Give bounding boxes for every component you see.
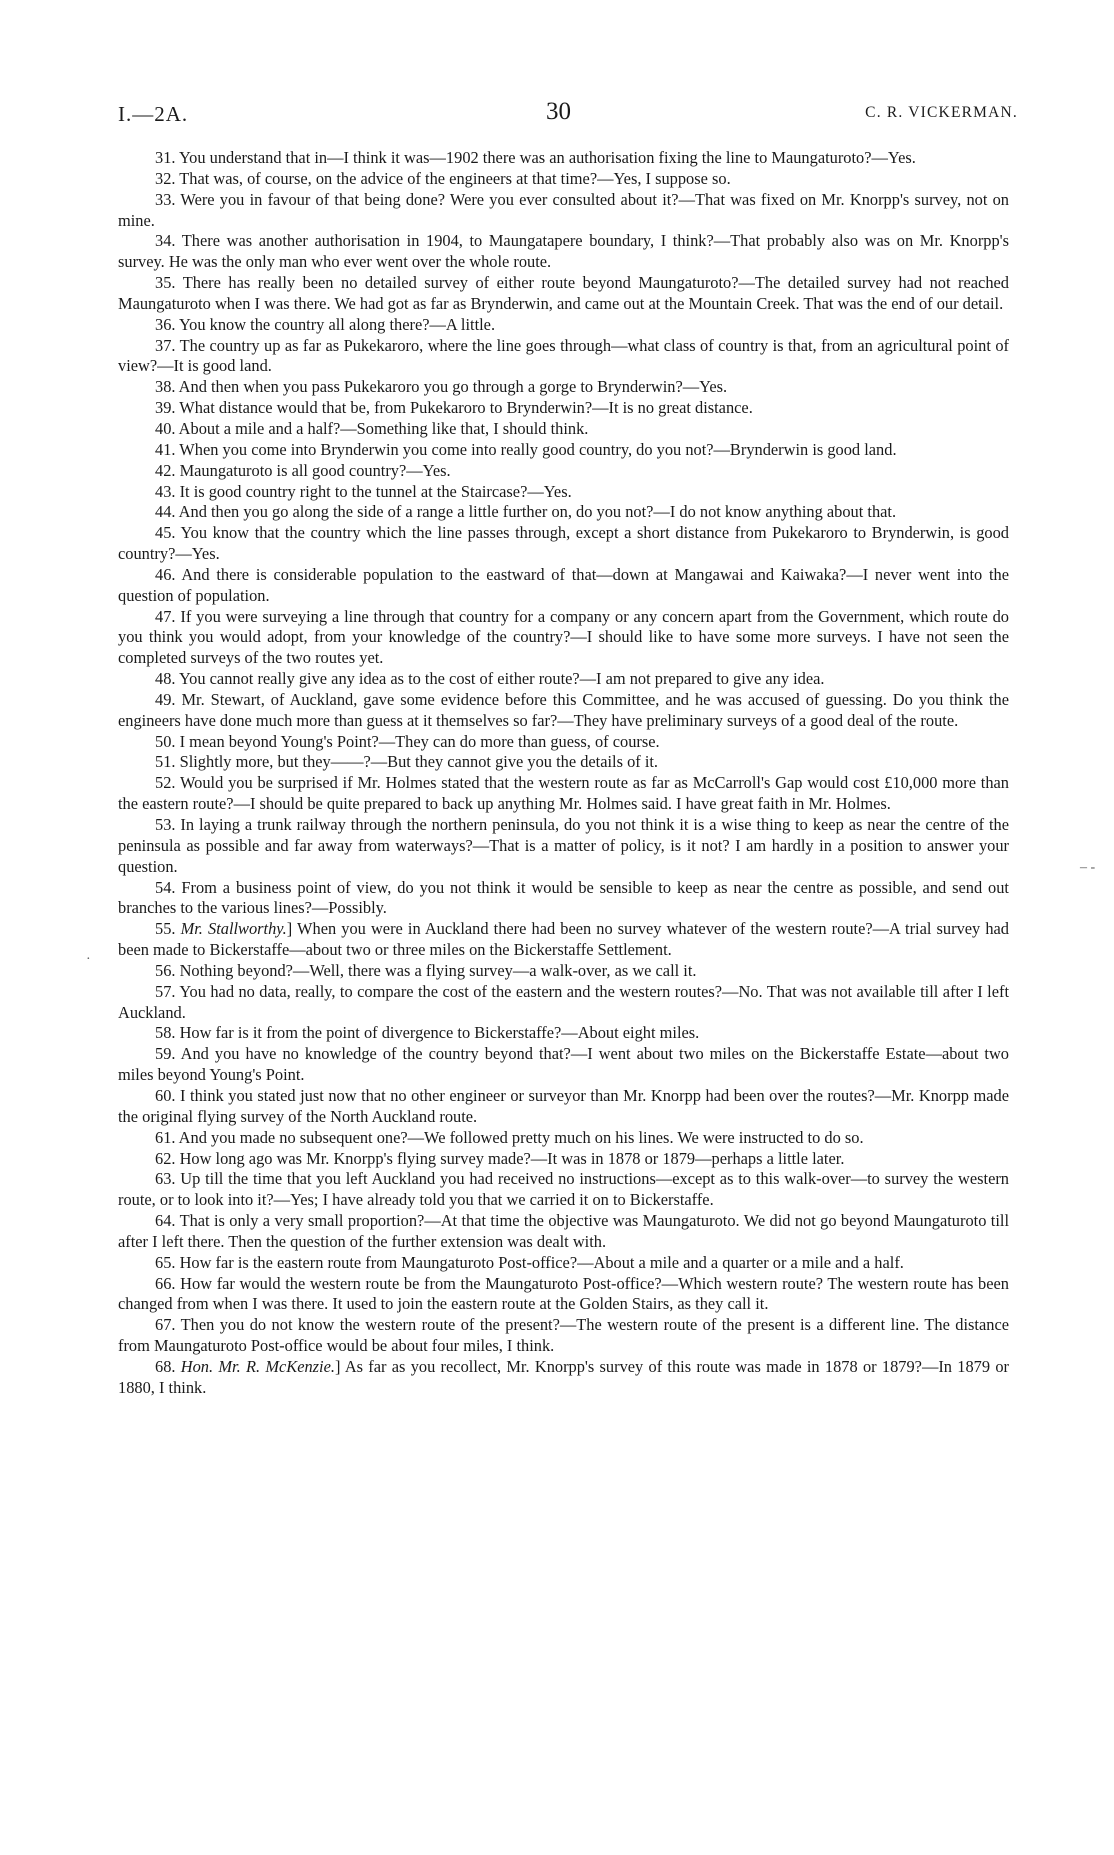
page-number: 30	[546, 98, 571, 125]
question-number: 68.	[155, 1356, 181, 1376]
question-60: 60. I think you stated just now that no other engineer or surveyor than Mr. Knorpp had been over the routes?—Mr. Knorpp made the original flying survey of the North Auckland route.	[118, 1085, 1009, 1126]
question-58: 58. How far is it from the point of divergence to Bickerstaffe?—About eight miles.	[155, 1023, 700, 1043]
question-55	[118, 919, 1009, 961]
question-52: 52. Would you be surprised if Mr. Holmes stated that the western route as far as McCarroll's Gap would cost £10,000 more than the eastern route?—I should be quite prepared to back up anything Mr. Holmes said. I have great faith in Mr. Holmes.	[118, 773, 1009, 814]
question-59: 59. And you have no knowledge of the country beyond that?—I went about two miles on the Bickerstaffe Estate—about two miles beyond Young's Point.	[118, 1044, 1009, 1085]
question-40: 40. About a mile and a half?—Something like that, I should think.	[155, 418, 589, 438]
margin-dot-mark: ·	[86, 952, 91, 967]
question-66: 66. How far would the western route be from the Maungaturoto Post-office?—Which western route? The western route has been changed from when I was there. It used to join the eastern route at the Golden Stairs, as they call it.	[118, 1273, 1009, 1314]
question-47: 47. If you were surveying a line through that country for a company or any concern apart from the Government, which route do you think you would adopt, from your knowledge of the country?—I should like to have some more surveys. I have not seen the completed surveys of the two routes yet.	[118, 606, 1009, 668]
question-53: 53. In laying a trunk railway through the northern peninsula, do you not think it is a wise thing to keep as near the centre of the peninsula as possible and far away from waterways?—That is a matter of policy, is it not? I am hardly in a position to answer your question.	[118, 815, 1009, 876]
question-50: 50. I mean beyond Young's Point?—They can do more than guess, of course.	[155, 731, 660, 751]
question-31: 31. You understand that in—I think it was—1902 there was an authorisation fixing the line to Maungaturoto?—Yes.	[155, 148, 916, 167]
question-54: 54. From a business point of view, do you not think it would be sensible to keep as near the centre as possible, and send out branches to the various lines?—Possibly.	[118, 877, 1009, 918]
question-51: 51. Slightly more, but they——?—But they cannot give you the details of it.	[155, 752, 659, 772]
question-61: 61. And you made no subsequent one?—We followed pretty much on his lines. We were instructed to do so.	[155, 1127, 864, 1147]
question-64: 64. That is only a very small proportion?—At that time the objective was Maungaturoto. We did not go beyond Maungaturoto till after I left there. Then the question of the further extension was dealt with.	[118, 1211, 1009, 1251]
question-35: 35. There has really been no detailed survey of either route beyond Maungaturoto?—The detailed survey had not reached Maungaturoto when I was there. We had got as far as Brynderwin, and came out at the Mountain Creek. That was the end of our detail.	[118, 273, 1009, 313]
speaker-name: Mr. Stallworthy.	[180, 919, 287, 939]
question-33: 33. Were you in favour of that being done? Were you ever consulted about it?—That was fixed on Mr. Knorpp's survey, not on mine.	[118, 189, 1009, 230]
witness-name: C. R. VICKERMAN.	[865, 104, 1018, 121]
question-text: ] When you were in Auckland there had been no survey whatever of the western route?—A trial survey had been made to Bickerstaffe—about two or three miles on the Bickerstaffe Settlement.	[118, 919, 1009, 960]
question-67: 67. Then you do not know the western route of the present?—The western route of the present is a different line. The distance from Maungaturoto Post-office would be about four miles, I think.	[118, 1315, 1009, 1356]
question-56: 56. Nothing beyond?—Well, there was a flying survey—a walk-over, as we call it.	[155, 960, 697, 980]
paper-reference: I.—2A.	[118, 102, 189, 126]
question-39: 39. What distance would that be, from Pukekaroro to Brynderwin?—It is no great distance.	[155, 398, 753, 418]
margin-dash-mark: – ‐	[1080, 860, 1096, 875]
question-68	[118, 1357, 1009, 1399]
question-34: 34. There was another authorisation in 1904, to Maungatapere boundary, I think?—That probably also was on Mr. Knorpp's survey. He was the only man who ever went over the whole route.	[118, 231, 1009, 272]
transcript-body	[118, 148, 1009, 1399]
question-37: 37. The country up as far as Pukekaroro, where the line goes through—what class of country is that, from an agricultural point of view?—It is good land.	[118, 335, 1009, 376]
question-48: 48. You cannot really give any idea as to the cost of either route?—I am not prepared to give any idea.	[155, 669, 825, 689]
question-63: 63. Up till the time that you left Auckland you had received no instructions—except as to this walk-over—to survey the western route, or to look into it?—Yes; I have already told you that we carried it on to Bickerstaffe.	[118, 1169, 1009, 1210]
question-49: 49. Mr. Stewart, of Auckland, gave some evidence before this Committee, and he was accused of guessing. Do you think the engineers have done much more than guess at it themselves so far?—They have preliminary surveys of a good deal of the route.	[118, 689, 1009, 730]
question-38: 38. And then when you pass Pukekaroro you go through a gorge to Brynderwin?—Yes.	[155, 377, 728, 397]
question-42: 42. Maungaturoto is all good country?—Yes.	[155, 460, 451, 480]
question-57: 57. You had no data, really, to compare the cost of the eastern and the western routes?—No. That was not available till after I left Auckland.	[118, 981, 1009, 1022]
question-text: ] As far as you recollect, Mr. Knorpp's survey of this route was made in 1878 or 1879?—In 1879 or 1880, I think.	[118, 1356, 1009, 1397]
question-43: 43. It is good country right to the tunnel at the Staircase?—Yes.	[155, 481, 572, 501]
question-62: 62. How long ago was Mr. Knorpp's flying survey made?—It was in 1878 or 1879—perhaps a little later.	[155, 1148, 845, 1168]
question-65: 65. How far is the eastern route from Maungaturoto Post-office?—About a mile and a quarter or a mile and a half.	[155, 1252, 904, 1272]
question-44: 44. And then you go along the side of a range a little further on, do you not?—I do not know anything about that.	[155, 502, 897, 522]
speaker-name: Hon. Mr. R. McKenzie.	[180, 1356, 335, 1376]
question-45: 45. You know that the country which the line passes through, except a short distance from Pukekaroro to Brynderwin, is good country?—Yes.	[118, 523, 1009, 564]
question-41: 41. When you come into Brynderwin you come into really good country, do you not?—Brynderwin is good land.	[155, 439, 897, 459]
question-32: 32. That was, of course, on the advice of the engineers at that time?—Yes, I suppose so.	[155, 168, 731, 188]
question-number: 55.	[155, 919, 181, 939]
page-header	[118, 98, 1018, 128]
question-46: 46. And there is considerable population to the eastward of that—down at Mangawai and Kaiwaka?—I never went into the question of population.	[118, 564, 1009, 605]
question-36: 36. You know the country all along there?—A little.	[155, 314, 496, 334]
